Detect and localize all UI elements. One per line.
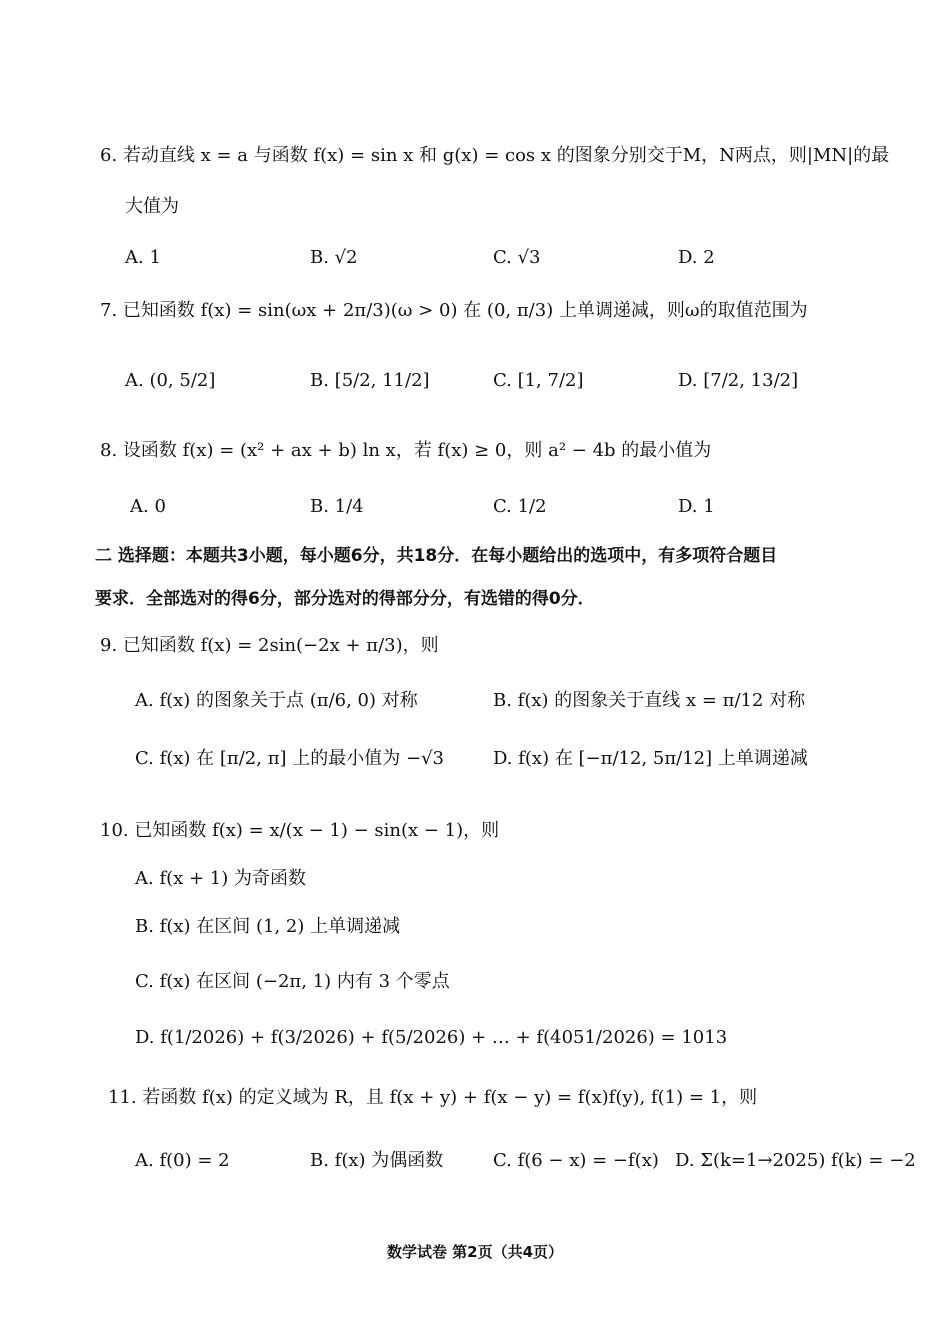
q10-option-a: A. f(x + 1) 为奇函数 [135, 868, 306, 889]
q6-stem-line2: 大值为 [125, 196, 179, 217]
q10-option-c: C. f(x) 在区间 (−2π, 1) 内有 3 个零点 [135, 971, 450, 992]
q11-option-c: C. f(6 − x) = −f(x) [493, 1150, 659, 1171]
q7-option-a: A. (0, 5/2] [125, 370, 216, 391]
q6-option-d: D. 2 [678, 247, 715, 268]
q8-option-b: B. 1/4 [310, 496, 364, 517]
q6-stem-line1: 6. 若动直线 x = a 与函数 f(x) = sin x 和 g(x) = cos x 的图象分别交于M，N两点，则|MN|的最 [100, 145, 890, 166]
q7-stem: 7. 已知函数 f(x) = sin(ωx + 2π/3)(ω > 0) 在 (0, π/3) 上单调递减，则ω的取值范围为 [100, 300, 808, 321]
q8-stem: 8. 设函数 f(x) = (x² + ax + b) ln x，若 f(x) ≥ 0，则 a² − 4b 的最小值为 [100, 440, 712, 461]
q11-option-d: D. Σ(k=1→2025) f(k) = −2 [675, 1150, 916, 1171]
q10-option-d: D. f(1/2026) + f(3/2026) + f(5/2026) + … + f(4051/2026) = 1013 [135, 1027, 728, 1048]
q7-option-c: C. [1, 7/2] [493, 370, 584, 391]
q11-option-b: B. f(x) 为偶函数 [310, 1150, 444, 1171]
q10-option-b: B. f(x) 在区间 (1, 2) 上单调递减 [135, 916, 401, 937]
q9-option-a: A. f(x) 的图象关于点 (π/6, 0) 对称 [135, 690, 418, 711]
q9-option-b: B. f(x) 的图象关于直线 x = π/12 对称 [493, 690, 806, 711]
page-footer: 数学试卷 第2页（共4页） [386, 1243, 564, 1261]
q7-option-b: B. [5/2, 11/2] [310, 370, 430, 391]
q9-stem: 9. 已知函数 f(x) = 2sin(−2x + π/3)，则 [100, 635, 439, 656]
q6-option-b: B. √2 [310, 247, 358, 268]
q9-option-c: C. f(x) 在 [π/2, π] 上的最小值为 −√3 [135, 748, 444, 769]
q10-stem: 10. 已知函数 f(x) = x/(x − 1) − sin(x − 1)，则 [100, 820, 500, 841]
section2-line2: 要求．全部选对的得6分，部分选对的得部分分，有选错的得0分． [95, 589, 595, 609]
q6-option-a: A. 1 [125, 247, 161, 268]
q6-option-c: C. √3 [493, 247, 541, 268]
q8-option-a: A. 0 [130, 496, 166, 517]
q8-option-d: D. 1 [678, 496, 715, 517]
q8-option-c: C. 1/2 [493, 496, 547, 517]
q11-stem: 11. 若函数 f(x) 的定义域为 R，且 f(x + y) + f(x − y) = f(x)f(y), f(1) = 1，则 [108, 1087, 758, 1108]
section2-line1: 二 选择题：本题共3小题，每小题6分，共18分．在每小题给出的选项中，有多项符合题目 [95, 546, 778, 566]
q9-option-d: D. f(x) 在 [−π/12, 5π/12] 上单调递减 [493, 748, 808, 769]
q11-option-a: A. f(0) = 2 [135, 1150, 230, 1171]
q7-option-d: D. [7/2, 13/2] [678, 370, 799, 391]
